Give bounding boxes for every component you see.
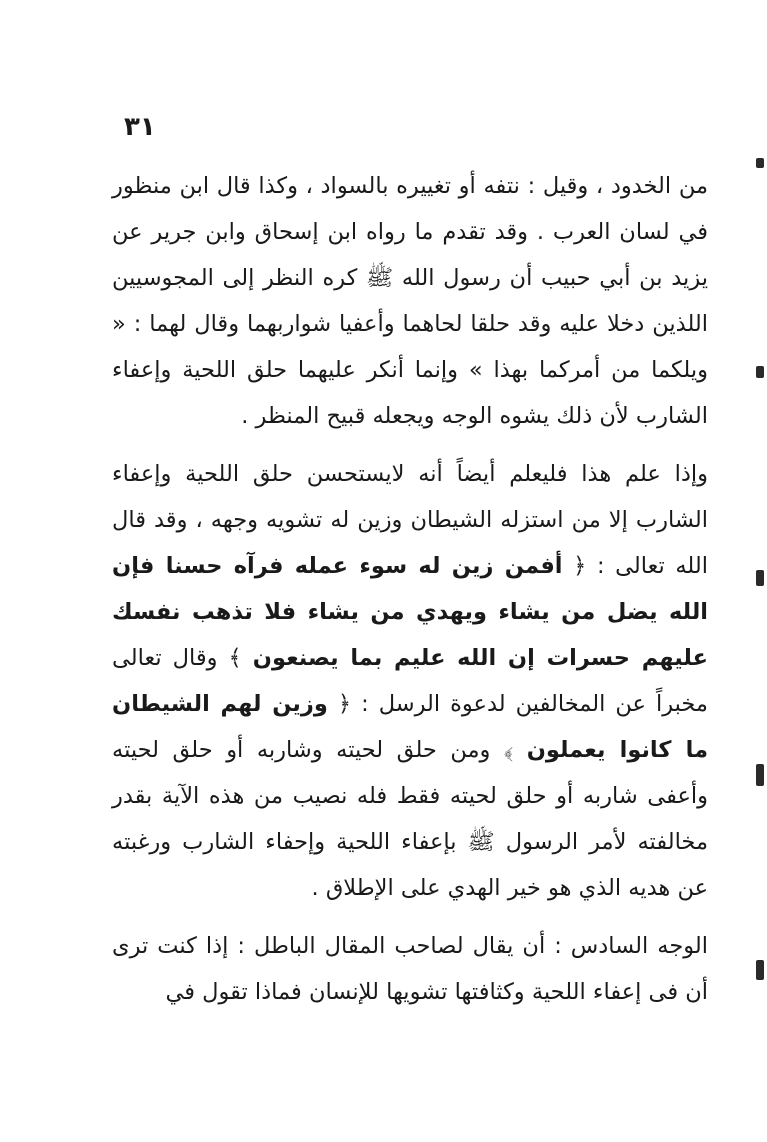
binding-edge-mark <box>756 570 764 586</box>
paragraph-2-middle: وقال تعالى مخبراً عن المخالفين لدعوة الرسل : <box>112 645 708 717</box>
page-number: ٣١ <box>124 112 156 142</box>
binding-edge-mark <box>756 960 764 980</box>
paragraph-3: الوجه السادس : أن يقال لصاحب المقال الباطل : إذا كنت ترى أن فى إعفاء اللحية وكثافتها تشويها للإنسان فماذا تقول في <box>112 933 708 1005</box>
paragraph-2 <box>112 451 708 911</box>
quran-verse-2: وزين لهم الشيطان ما كانوا يعملون <box>112 691 709 763</box>
quran-bracket-open: ﴿ <box>327 691 352 717</box>
binding-edge-mark <box>756 366 764 378</box>
page-body <box>112 163 708 1015</box>
paragraph-2-intro: وإذا علم هذا فليعلم أيضاً أنه لايستحسن حلق اللحية وإعفاء الشارب إلا من استزله الشيطان وزين له تشويه وجهه ، وقد قال الله تعالى : <box>112 461 708 579</box>
quran-bracket-close: ﴾ <box>228 645 253 671</box>
binding-edge-mark <box>756 158 764 168</box>
paragraph-2-conclusion: ومن حلق لحيته وشاربه أو حلق لحيته وأعفى شاربه أو حلق لحيته فقط فله نصيب من هذه الآية بقدر مخالفته لأمر الرسول ﷺ بإعفاء اللحية وإحفاء الشارب ورغبته عن هديه الذي هو خير الهدي على الإطلاق . <box>112 737 708 901</box>
paragraph-1: من الخدود ، وقيل : نتفه أو تغييره بالسواد ، وكذا قال ابن منظور في لسان العرب . وقد تقدم ما رواه ابن إسحاق وابن جرير عن يزيد بن أبي حبيب أن رسول الله ﷺ كره النظر إلى المجوسيين اللذين دخلا عليه وقد حلقا لحاهما وأعفيا شواربهما وقال لهما : « ويلكما من أمركما بهذا » وإنما أنكر عليهما حلق اللحية وإعفاء الشارب لأن ذلك يشوه الوجه ويجعله قبيح المنظر . <box>112 173 708 429</box>
binding-edge-mark <box>756 764 764 786</box>
quran-bracket-close: ﴾ <box>503 737 527 763</box>
quran-verse-1: أفمن زين له سوء عمله فرآه حسنا فإن الله يضل من يشاء ويهدي من يشاء فلا تذهب نفسك عليهم حسرات إن الله عليم بما يصنعون <box>112 553 708 671</box>
quran-bracket-open: ﴿ <box>562 553 587 579</box>
